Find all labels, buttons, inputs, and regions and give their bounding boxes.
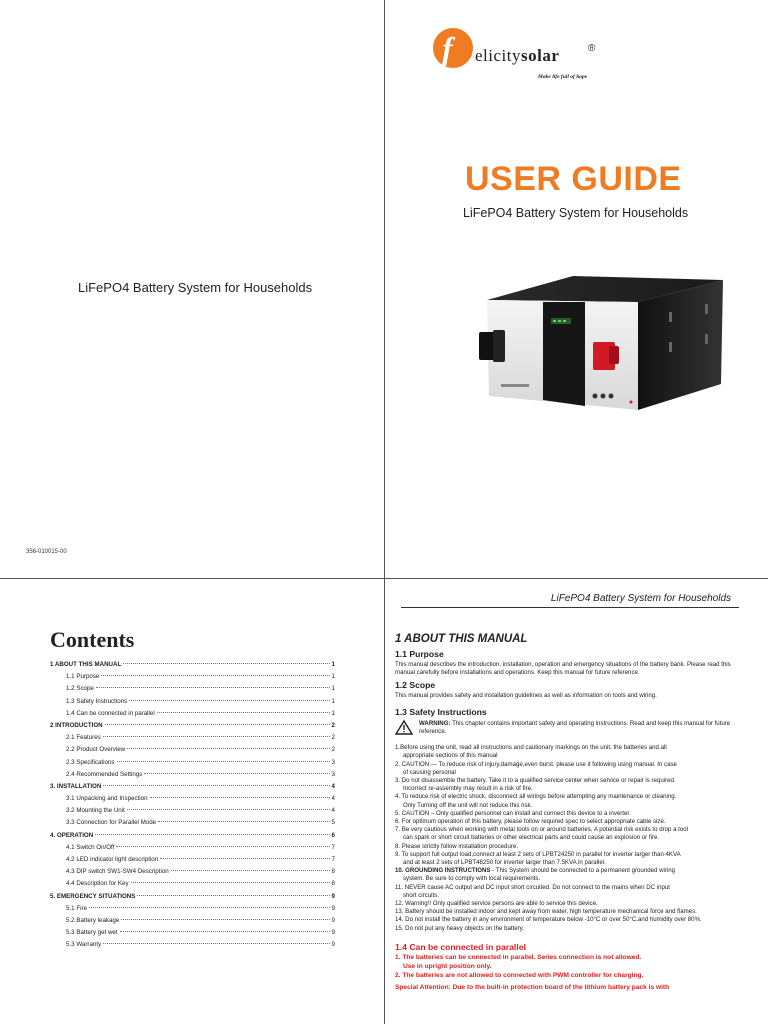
toc-label: 5.2 Battery leakage	[66, 916, 120, 924]
toc-leader-dots	[131, 882, 330, 883]
toc-page-number: 9	[331, 892, 335, 900]
safety-item-continuation: can spark or short circuit batteries or other electrical parts and could cause an explosion or fire.	[403, 834, 660, 842]
logo-brand-bold: solar	[520, 46, 560, 65]
safety-item	[395, 744, 747, 760]
toc-page-number: 1	[331, 661, 335, 668]
user-guide-heading: USER GUIDE	[465, 160, 682, 198]
safety-item-text: 9. To support full output load,connect at least 2 sets of LPBT24250 in parallel for inverter larger than 4KVA	[395, 850, 681, 858]
toc-page-number: 2	[331, 746, 335, 754]
toc-leader-dots	[158, 821, 329, 822]
safety-heading: 1.3 Safety Instructions	[395, 706, 487, 717]
toc-row	[50, 819, 335, 831]
toc-leader-dots	[105, 724, 330, 725]
toc-page-number: 7	[331, 843, 335, 851]
toc-label: 2.3 Specifications	[66, 758, 115, 766]
toc-page-number: 3	[331, 758, 335, 766]
toc-label: 2.2 Product Overview	[66, 746, 126, 754]
toc-label: 5.3 Warranty	[66, 941, 102, 949]
toc-page-number: 1	[331, 709, 335, 717]
toc-label: 3.1 Unpacking and Inspection	[66, 795, 148, 803]
parallel-item	[395, 953, 747, 971]
toc-leader-dots	[157, 712, 330, 713]
safety-item	[395, 908, 747, 916]
toc-page-number: 5	[331, 819, 335, 827]
safety-item	[395, 793, 747, 809]
safety-item-continuation: and at least 2 sets of LPBT48250 for inverter larger than 7.5KVA in parallel.	[403, 859, 606, 867]
toc-row	[50, 893, 335, 905]
toc-row	[50, 880, 335, 892]
section-title: 1 ABOUT THIS MANUAL	[395, 633, 528, 645]
toc-page-number: 1	[331, 697, 335, 705]
toc-row	[50, 941, 335, 953]
toc-leader-dots	[116, 846, 329, 847]
parallel-list	[395, 953, 747, 980]
toc-label: 4. OPERATION	[50, 831, 94, 839]
manual-body	[395, 635, 747, 992]
toc-leader-dots	[160, 858, 329, 859]
contents-page	[0, 579, 384, 1024]
safety-item-text: 14. Do not install the battery in any environment of temperature below -10°C or over 50°C,and humidity over 80%.	[395, 916, 702, 924]
back-cover-title: LiFePO4 Battery System for Households	[78, 280, 313, 295]
toc-row	[50, 734, 335, 746]
logo-brand-light: elicity	[475, 46, 521, 65]
toc-row	[50, 673, 335, 685]
toc-label: 3.3 Connection for Parallel Mode	[66, 819, 157, 827]
logo-wordmark	[475, 46, 559, 66]
parallel-item	[395, 971, 747, 980]
safety-item	[395, 777, 747, 793]
toc-label: 1.2 Scope	[66, 685, 94, 693]
safety-item-continuation: short circuits.	[403, 891, 439, 899]
registered-mark: ®	[588, 43, 596, 54]
logo-letter: f	[442, 30, 453, 66]
toc-label: 1 ABOUT THIS MANUAL	[50, 661, 122, 668]
toc-label: 4.2 LED indicator light description	[66, 856, 159, 863]
safety-item	[395, 818, 747, 826]
front-cover-page	[385, 0, 768, 578]
back-cover-page	[0, 0, 384, 578]
toc-leader-dots	[117, 761, 330, 762]
parallel-item-text: 1. The batteries can be connected in parallel. Series connection is not allowed.	[395, 953, 642, 961]
safety-item-text: 15. Do not put any heavy objects on the battery.	[395, 924, 524, 932]
parallel-item-text: 2. The batteries are not allowed to connected with PWM controller for charging.	[395, 971, 644, 979]
toc-row	[50, 698, 335, 710]
parallel-heading: 1.4 Can be connected in parallel	[395, 941, 526, 952]
toc-row	[50, 710, 335, 722]
toc-label: 3. INSTALLATION	[50, 782, 102, 790]
toc-leader-dots	[101, 675, 329, 676]
toc-label: 5.3 Battery get wet	[66, 929, 118, 937]
toc-label: 1.1 Purpose	[66, 673, 100, 681]
safety-item-text: 11. NEVER cause AC output and DC input short circuited. Do not connect to the mains when DC input	[395, 883, 670, 891]
toc-page-number: 9	[331, 929, 335, 937]
safety-item	[395, 884, 747, 900]
toc-label: 3.2 Mounting the Unit	[66, 807, 125, 815]
toc-label: 4.1 Switch On/Off	[66, 843, 115, 851]
toc-page-number: 4	[331, 807, 335, 815]
safety-item-continuation: Incorrect re-assembly may result in a risk of fire.	[403, 785, 533, 793]
safety-item-text: 12. Warning!! Only qualified service persons are able to service this device.	[395, 900, 598, 908]
toc-page-number: 8	[331, 880, 335, 888]
document-code: 356-010015-00	[26, 549, 67, 555]
toc-row	[50, 832, 335, 844]
safety-item-text: 1.Before using the unit, read all instructions and cautionary markings on the unit, the batteries and all	[395, 744, 667, 752]
toc-page-number: 2	[331, 721, 335, 729]
toc-leader-dots	[96, 687, 330, 688]
toc-row	[50, 929, 335, 941]
toc-leader-dots	[103, 736, 330, 737]
toc-label: 2.1 Features	[66, 734, 101, 742]
safety-item-text: 13. Battery should be installed indoor and kept away from water, high temperature mechanical force and flames.	[395, 908, 697, 916]
toc-page-number: 9	[331, 941, 335, 949]
purpose-text: This manual describes the introduction, installation, operation and emergency situations of the battery bank. Please read this manual carefully before installations and operations. Keep this manual for future reference.	[395, 661, 731, 677]
safety-item	[395, 843, 747, 851]
toc-row	[50, 771, 335, 783]
toc-leader-dots	[150, 797, 330, 798]
toc-row	[50, 856, 335, 868]
toc-row	[50, 795, 335, 807]
toc-page-number: 9	[331, 904, 335, 912]
scope-heading: 1.2 Scope	[395, 679, 436, 690]
safety-item-text: 2. CAUTION --- To reduce risk of injury,damage,even burst. please use it following using manual. In case	[395, 760, 677, 768]
safety-item	[395, 851, 747, 867]
toc-row	[50, 661, 335, 673]
safety-item-text: - This System should be connected to a permanent grounded wiring	[490, 867, 675, 875]
toc-page-number: 2	[331, 734, 335, 742]
safety-item	[395, 900, 747, 908]
toc-leader-dots	[127, 809, 330, 810]
safety-item	[395, 925, 747, 933]
toc-row	[50, 685, 335, 697]
table-of-contents	[50, 661, 335, 954]
toc-page-number: 7	[331, 856, 335, 863]
toc-row	[50, 844, 335, 856]
toc-page-number: 6	[331, 831, 335, 839]
toc-page-number: 9	[331, 916, 335, 924]
warning-label: WARNING:	[419, 719, 451, 727]
toc-row	[50, 868, 335, 880]
toc-label: 2.4 Recommended Settings	[66, 770, 143, 778]
safety-item-continuation: appropriate sections of this manual	[403, 752, 498, 760]
safety-item-text: 5. CAUTION – Only qualified personnel can install and connect this device to a inverter.	[395, 809, 631, 817]
toc-page-number: 8	[331, 868, 335, 876]
safety-item	[395, 867, 747, 883]
toc-row	[50, 746, 335, 758]
toc-page-number: 4	[331, 782, 335, 790]
safety-item-continuation: Only Turning off the unit will not reduce this risk.	[403, 801, 533, 809]
toc-label: 1.4 Can be connected in parallel	[66, 709, 155, 717]
safety-item	[395, 826, 747, 842]
safety-item	[395, 810, 747, 818]
safety-item	[395, 761, 747, 777]
safety-item	[395, 916, 747, 924]
warning-triangle-icon	[395, 720, 413, 735]
toc-leader-dots	[171, 870, 330, 871]
toc-row	[50, 917, 335, 929]
safety-item-text: 8. Please strictly follow installation procedure.	[395, 842, 518, 850]
toc-page-number: 1	[331, 685, 335, 693]
safety-item-text: 4. To reduce risk of electric shock, disconnect all wirings before attempting any maintenance or cleaning.	[395, 793, 677, 801]
warning-text	[419, 720, 747, 736]
logo-circle-icon	[433, 28, 473, 68]
warning-block	[395, 720, 747, 736]
toc-leader-dots	[127, 748, 329, 749]
safety-item-text: 7. Be very cautious when working with metal tools on or around batteries. A potential risk exists to drop a tool	[395, 826, 688, 834]
warning-body: This chapter contains important safety and operating instructions. Read and keep this manual for future reference.	[419, 719, 731, 736]
safety-item-text: 6. For optimum operation of this battery, please follow required spec to select appropriate cable size.	[395, 818, 666, 826]
safety-item-continuation: of causing personal	[403, 768, 456, 776]
logo-tagline: Make life full of hope	[538, 74, 588, 80]
toc-label: 4.3 DIP switch SW1-SW4 Description	[66, 868, 169, 876]
battery-product-image	[473, 272, 733, 432]
running-header: LiFePO4 Battery System for Households	[401, 593, 739, 608]
felicity-solar-logo	[433, 28, 613, 88]
safety-item-text: 3. Do not disassemble the battery. Take it to a qualified service center when service or repair is required.	[395, 777, 676, 785]
purpose-heading: 1.1 Purpose	[395, 649, 444, 660]
special-attention: Special Attention: Due to the built-in protection board of the lithium battery pack is with	[395, 983, 670, 991]
toc-label: 5. EMERGENCY SITUATIONS	[50, 892, 136, 900]
toc-row	[50, 783, 335, 795]
toc-leader-dots	[103, 943, 329, 944]
safety-item-bold: 10. GROUNDING INSTRUCTIONS	[395, 867, 491, 875]
toc-page-number: 3	[331, 770, 335, 778]
toc-row	[50, 807, 335, 819]
toc-label: 5.1 Fire	[66, 904, 87, 912]
toc-leader-dots	[95, 834, 329, 835]
toc-label: 1.3 Safety Instructions	[66, 697, 128, 705]
toc-label: 2 INTRODUCTION	[50, 721, 103, 729]
parallel-item-continuation: Use in upright position only.	[403, 962, 492, 970]
contents-heading: Contents	[50, 627, 135, 652]
toc-leader-dots	[120, 931, 330, 932]
toc-leader-dots	[129, 700, 329, 701]
toc-leader-dots	[144, 773, 329, 774]
safety-item-continuation: system. Be sure to comply with local requirements.	[403, 875, 541, 883]
toc-leader-dots	[89, 907, 330, 908]
toc-page-number: 1	[331, 673, 335, 681]
user-guide-subtitle: LiFePO4 Battery System for Households	[463, 206, 689, 220]
scope-text: This manual provides safety and installation guidelines as well as information on tools and wiring.	[395, 691, 657, 699]
safety-instruction-list	[395, 744, 747, 933]
manual-page-1	[385, 579, 768, 1024]
toc-row	[50, 905, 335, 917]
toc-row	[50, 722, 335, 734]
toc-leader-dots	[123, 663, 329, 664]
toc-leader-dots	[121, 919, 329, 920]
toc-leader-dots	[103, 785, 329, 786]
toc-row	[50, 759, 335, 771]
toc-label: 4.4 Description for Key	[66, 880, 129, 888]
toc-leader-dots	[137, 895, 329, 896]
toc-page-number: 4	[331, 795, 335, 803]
